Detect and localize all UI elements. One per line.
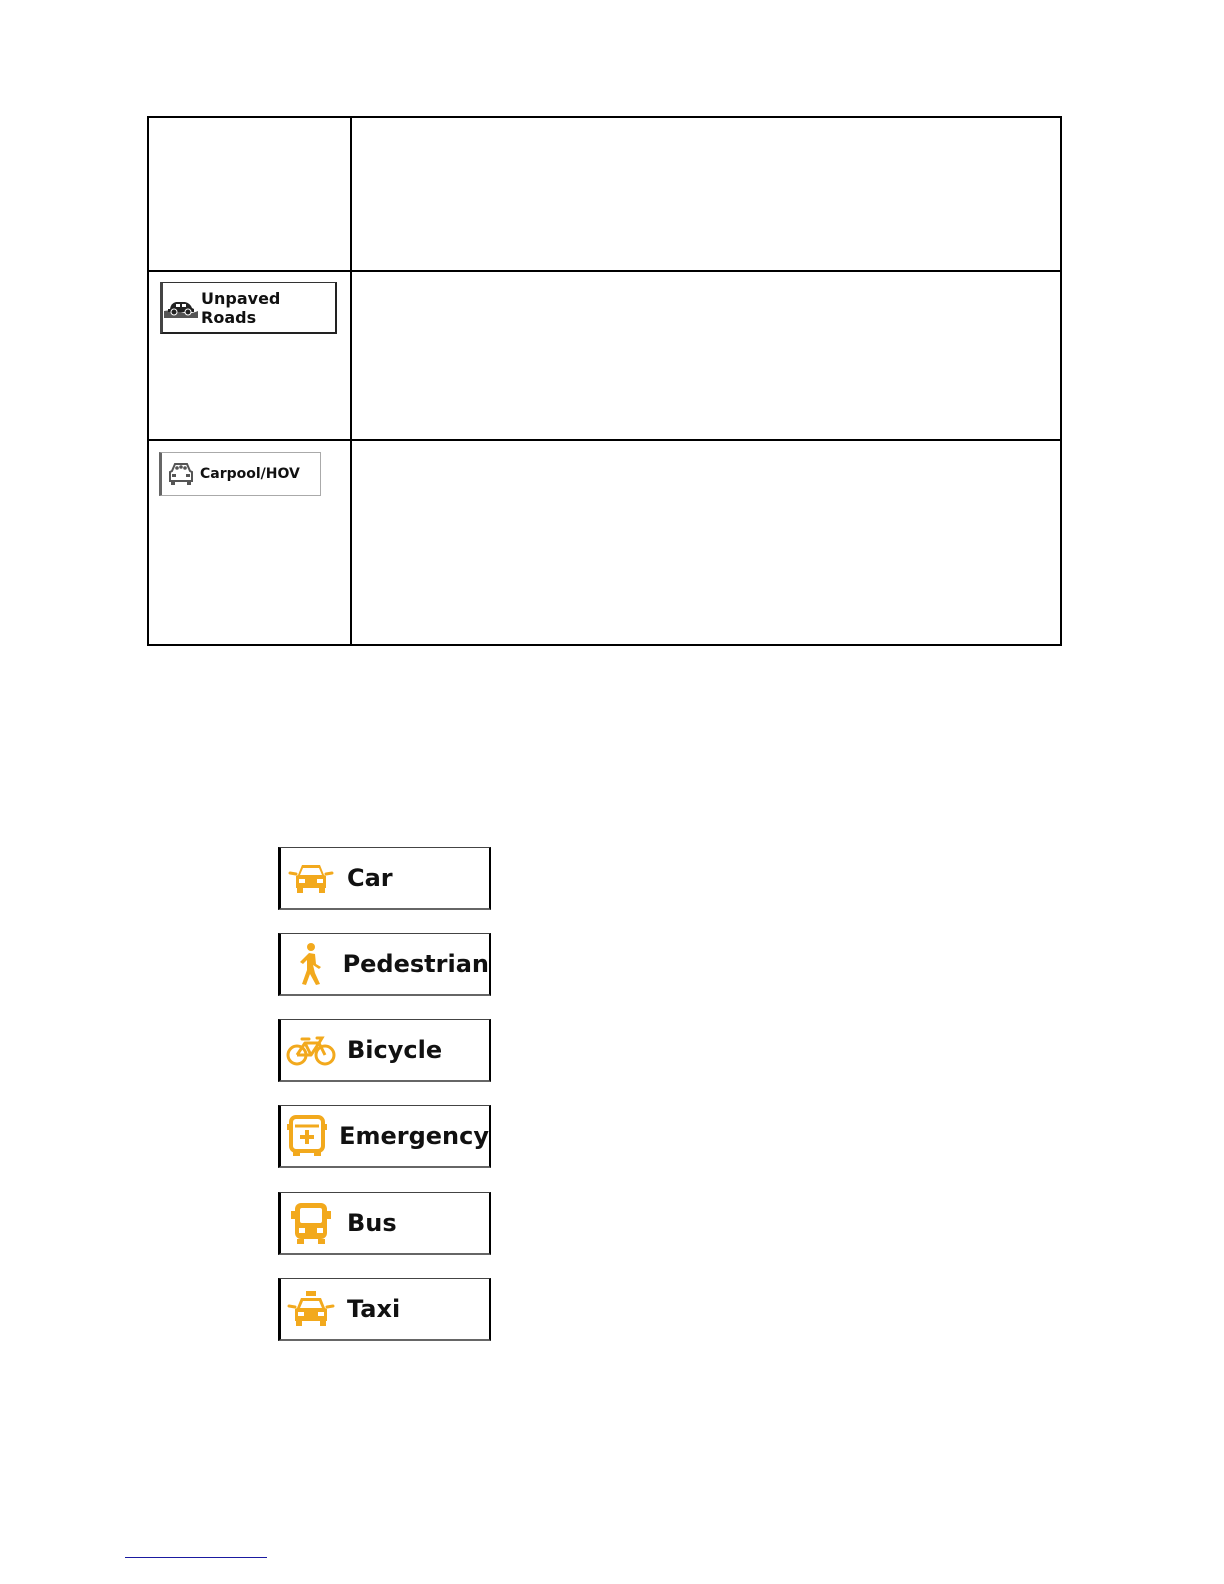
bicycle-icon <box>281 1033 341 1067</box>
vehicle-bus-label: Bus <box>347 1209 397 1237</box>
vehicle-bicycle-button[interactable] <box>278 1019 491 1082</box>
unpaved-road-car-icon <box>163 296 199 320</box>
unpaved-roads-button[interactable] <box>160 282 337 334</box>
vehicle-taxi-button[interactable] <box>278 1278 491 1341</box>
car-icon <box>281 861 341 895</box>
carpool-hov-label: Carpool/HOV <box>200 466 300 482</box>
vehicle-car-button[interactable] <box>278 847 491 910</box>
vehicle-pedestrian-label: Pedestrian <box>342 950 489 978</box>
vehicle-emergency-label: Emergency <box>339 1122 489 1150</box>
carpool-car-icon <box>168 461 194 487</box>
table-row-divider <box>149 439 1060 441</box>
table-column-divider <box>350 118 352 644</box>
vehicle-taxi-label: Taxi <box>347 1295 401 1323</box>
taxi-icon <box>281 1290 341 1328</box>
table-row-divider <box>149 270 1060 272</box>
vehicle-pedestrian-button[interactable] <box>278 933 491 996</box>
route-options-table <box>147 116 1062 646</box>
footnote-separator <box>125 1557 267 1558</box>
pedestrian-icon <box>281 942 337 986</box>
emergency-vehicle-icon <box>281 1114 333 1158</box>
vehicle-car-label: Car <box>347 864 393 892</box>
bus-icon <box>281 1201 341 1245</box>
vehicle-emergency-button[interactable] <box>278 1105 491 1168</box>
carpool-hov-button[interactable] <box>159 452 321 496</box>
vehicle-bicycle-label: Bicycle <box>347 1036 443 1064</box>
vehicle-bus-button[interactable] <box>278 1192 491 1255</box>
unpaved-roads-label: Unpaved Roads <box>201 288 281 327</box>
